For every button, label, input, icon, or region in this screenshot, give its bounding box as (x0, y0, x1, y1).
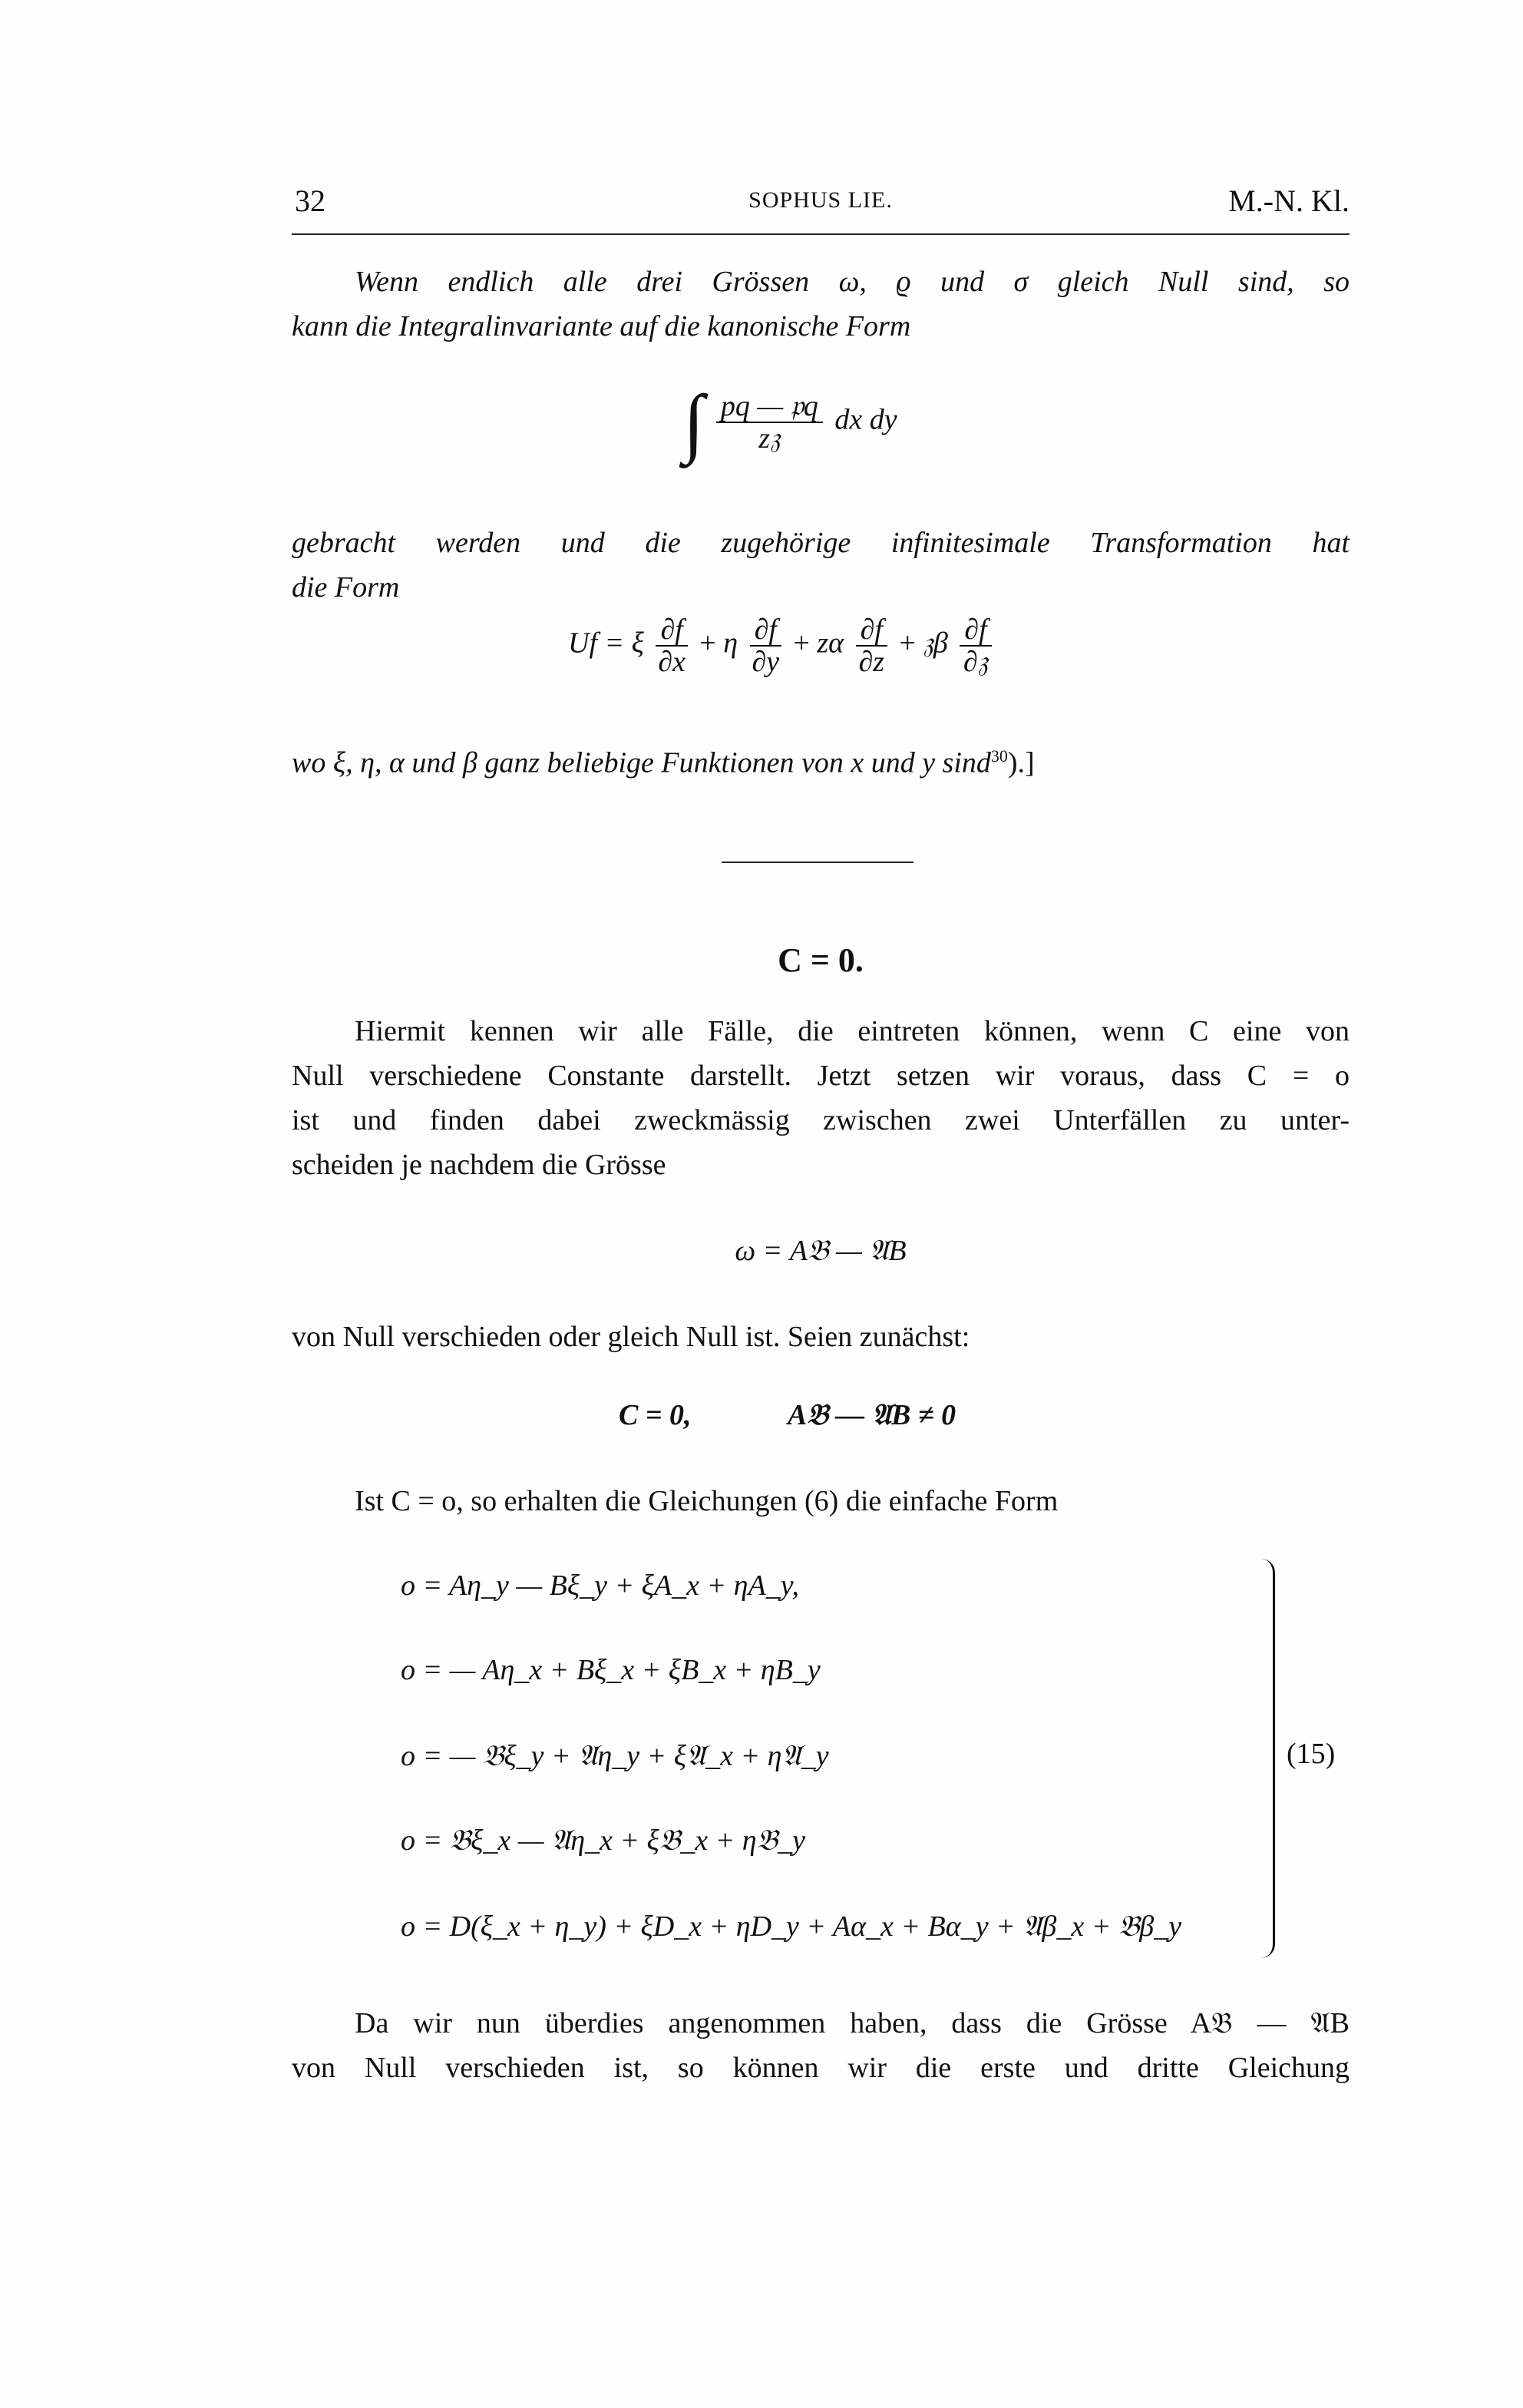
coef-eta: η (723, 627, 738, 660)
partial-x-fraction (656, 614, 687, 677)
formula-lhs: Uf = (568, 627, 625, 660)
coef-fraktur-z-beta: 𝔷β (923, 627, 948, 660)
system-equation-3: o = — 𝔅ξ_y + 𝔄η_y + ξ𝔄_x + η𝔄_y (401, 1740, 829, 1772)
header-rule (292, 233, 1350, 235)
para3-line (292, 737, 1350, 782)
para7-line1: Da wir nun überdies angenommen haben, dass die Grösse A𝔅 — 𝔄B (355, 2007, 1350, 2039)
para2-line2: die Form (292, 571, 400, 604)
plus-sign: + (793, 627, 810, 660)
running-header (292, 178, 1350, 232)
para3-end: ).] (1007, 746, 1035, 779)
system-equation-5: o = D(ξ_x + η_y) + ξD_x + ηD_y + Aα_x + Bα_y + 𝔄β_x + 𝔅β_y (401, 1910, 1182, 1943)
running-title: SOPHUS LIE. (748, 187, 893, 213)
partial-fraktur-z: ∂𝔷 (963, 646, 989, 678)
para5: von Null verschieden oder gleich Null ist. Seien zunächst: (292, 1321, 970, 1353)
condition-left: C = 0, (619, 1399, 692, 1431)
equation-number: (15) (1287, 1738, 1336, 1770)
partial-f: ∂f (960, 614, 991, 647)
integral-fraction (716, 391, 823, 454)
condition-right: A𝔅 — 𝔄B ≠ 0 (788, 1399, 956, 1431)
page-number: 32 (295, 184, 325, 218)
para4-line1: Hiermit kennen wir alle Fälle, die eintreten können, wenn C eine von (355, 1015, 1350, 1047)
partial-z: ∂z (858, 646, 885, 678)
differentials: dx dy (834, 403, 897, 436)
coef-xi: ξ (631, 627, 644, 660)
plus-sign: + (899, 627, 916, 660)
system-equation-4: o = 𝔅ξ_x — 𝔄η_x + ξ𝔅_x + η𝔅_y (401, 1824, 805, 1857)
journal-abbreviation: M.-N. Kl. (1228, 184, 1350, 218)
fraction-denominator: z𝔷 (758, 422, 781, 455)
system-equation-1: o = Aη_y — Bξ_y + ξA_x + ηA_y, (401, 1570, 799, 1602)
partial-x: ∂x (658, 646, 686, 678)
partial-f: ∂f (656, 614, 687, 647)
para3-text: wo ξ, η, α und β ganz beliebige Funktionen von x und y sind (292, 746, 991, 779)
para4-line2: Null verschiedene Constante darstellt. Jetzt setzen wir voraus, dass C = o (292, 1060, 1350, 1092)
para7-line2: von Null verschieden ist, so können wir die erste und dritte Gleichung (292, 2052, 1350, 2084)
partial-y: ∂y (752, 646, 780, 678)
right-brace (1259, 1559, 1275, 1958)
para4-line4: scheiden je nachdem die Grösse (292, 1149, 666, 1181)
partial-fraktur-z-fraction (960, 614, 991, 677)
coef-z-alpha: zα (817, 627, 844, 660)
omega-formula: ω = A𝔅 — 𝔄B (735, 1235, 907, 1267)
section-heading: C = 0. (778, 941, 864, 979)
integral-sign: ∫ (683, 379, 705, 465)
transformation-formula (568, 614, 996, 691)
para6: Ist C = o, so erhalten die Gleichungen (6) die einfache Form (355, 1485, 1059, 1517)
partial-f: ∂f (750, 614, 781, 647)
para1-line2: kann die Integralinvariante auf die kanonische Form (292, 310, 911, 342)
partial-z-fraction (856, 614, 887, 677)
partial-f: ∂f (856, 614, 887, 647)
para4-line3: ist und finden dabei zweckmässig zwischen zwei Unterfällen zu unter- (292, 1104, 1350, 1136)
para2-line1: gebracht werden und die zugehörige infinitesimale Transformation hat (292, 527, 1350, 559)
system-equation-2: o = — Aη_x + Bξ_x + ξB_x + ηB_y (401, 1654, 821, 1686)
plus-sign: + (699, 627, 716, 660)
footnote-marker: 30 (990, 746, 1008, 766)
fraction-numerator: pq — 𝔭q (716, 391, 823, 423)
section-separator (722, 862, 913, 863)
para1-line1: Wenn endlich alle drei Grössen ω, ϱ und σ gleich Null sind, so (355, 266, 1350, 298)
integral-formula (683, 379, 897, 484)
partial-y-fraction (750, 614, 781, 677)
